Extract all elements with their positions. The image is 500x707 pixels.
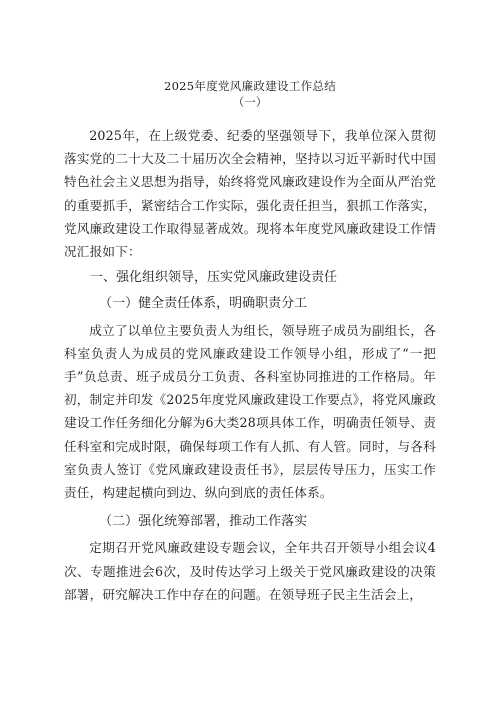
document-subtitle: （一） xyxy=(232,95,268,109)
subsection-1-body: 成立了以单位主要负责人为组长，领导班子成员为副组长，各科室负责人为成员的党风廉政建设工作领导小组，形成了“一把手”负总责、班子成员分工负责、各科室协同推进的工作格局。年初，制定并印发《2025年度党风廉政建设工作要点》，将党风廉政建设工作任务细化分解为6大类28项具体工作，明确责任领导、责任科室和完成时限，确保每项工作有人抓、有人管。同时，与各科室负责人签订《党风廉政建设责任书》，层层传导压力，压实工作责任，构建起横向到边、纵向到底的责任体系。 xyxy=(64,322,436,501)
subsection-1-heading: （一）健全责任体系，明确职责分工 xyxy=(99,296,308,312)
subsection-2-body: 定期召开党风廉政建设专题会议，全年共召开领导小组会议4次、专题推进会6次，及时传达学习上级关于党风廉政建设的决策部署，研究解决工作中存在的问题。在领导班子民主生活会上， xyxy=(64,540,436,602)
document-title: 2025年度党风廉政建设工作总结 xyxy=(163,79,337,93)
intro-paragraph: 2025年，在上级党委、纪委的坚强领导下，我单位深入贯彻落实党的二十大及二十届历次全会精神，坚持以习近平新时代中国特色社会主义思想为指导，始终将党风廉政建设作为全面从严治党的重要抓手，紧密结合工作实际，强化责任担当，狠抓工作落实，党风廉政建设工作取得显著成效。现将本年度党风廉政建设工作情况汇报如下： xyxy=(64,128,436,260)
subsection-2-heading: （二）强化统筹部署，推动工作落实 xyxy=(99,514,308,530)
section-1-heading: 一、强化组织领导，压实党风廉政建设责任 xyxy=(90,270,338,286)
